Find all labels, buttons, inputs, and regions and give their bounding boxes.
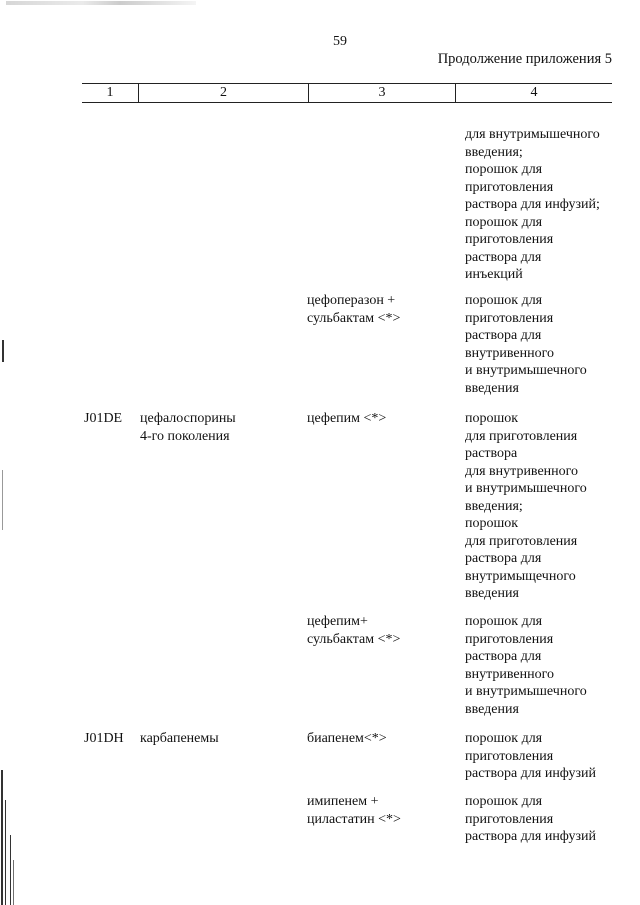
text-line: карбапенемы — [140, 731, 219, 746]
text-line: для внутривенного — [465, 463, 579, 479]
text-line: внутривенного — [465, 666, 555, 682]
drug-name-cell — [307, 292, 400, 327]
drug-name-cell — [307, 730, 387, 748]
text-line: введения — [465, 586, 519, 601]
text-line: порошок для — [465, 162, 543, 177]
text-line: приготовления — [465, 811, 554, 827]
scan-mark — [2, 470, 3, 530]
page-number: 59 — [333, 34, 347, 49]
column-header-2: 2 — [220, 85, 227, 100]
column-header-4: 4 — [530, 85, 538, 100]
column-header-3: 3 — [378, 85, 386, 100]
scan-smudge — [6, 1, 196, 5]
dosage-forms-cell — [465, 730, 596, 783]
text-line: введения; — [465, 498, 523, 514]
text-line: раствора для — [465, 551, 542, 566]
text-line: порошок для — [465, 214, 543, 230]
text-line: приготовления — [465, 232, 554, 247]
text-line: биапенем<*> — [307, 731, 387, 746]
group-name-cell — [140, 730, 219, 748]
atc-code-cell: J01DE — [84, 411, 123, 426]
text-line: приготовления — [465, 179, 554, 195]
text-line: внутримыщечного — [465, 568, 576, 584]
text-line: приготовления — [465, 310, 554, 326]
text-line: цефоперазон + — [307, 293, 396, 308]
table-header — [82, 83, 612, 103]
text-line: порошок для — [465, 293, 543, 308]
text-line: и внутримышечного — [465, 684, 587, 699]
text-line: цефепим+ — [307, 614, 368, 629]
atc-code-cell: J01DH — [84, 731, 124, 746]
text-line: инъекций — [465, 267, 523, 282]
text-line: раствора для — [465, 328, 542, 343]
text-line: цефепим <*> — [307, 411, 387, 426]
scan-mark — [5, 800, 6, 905]
text-line: приготовления — [465, 631, 554, 647]
text-line: порошок — [465, 411, 519, 426]
text-line: сульбактам <*> — [307, 310, 401, 326]
dosage-forms-cell — [465, 410, 587, 603]
text-line: цефалоспорины — [140, 411, 236, 426]
dosage-forms-cell — [465, 292, 587, 397]
group-name-cell — [140, 410, 236, 445]
drug-name-cell — [307, 613, 400, 648]
text-line: порошок для — [465, 794, 543, 809]
text-line: введения — [465, 701, 519, 717]
text-line: порошок для — [465, 614, 543, 629]
text-line: 4-го поколения — [140, 428, 230, 444]
column-header-1: 1 — [106, 85, 114, 100]
text-line: раствора для инфузий — [465, 829, 597, 844]
dosage-forms-cell — [465, 793, 596, 846]
scan-mark — [13, 860, 14, 905]
text-line: приготовления — [465, 748, 554, 764]
text-line: раствора для инфузий; — [465, 197, 600, 212]
text-line: введения; — [465, 144, 523, 160]
appendix-note: Продолжение приложения 5 — [437, 51, 612, 67]
scan-mark — [1, 770, 3, 905]
dosage-forms-cell — [465, 126, 600, 284]
drug-name-cell — [307, 793, 401, 828]
text-line: внутривенного — [465, 345, 555, 361]
text-line: сульбактам <*> — [307, 631, 401, 647]
text-line: порошок — [465, 516, 519, 531]
text-line: введения — [465, 380, 519, 396]
text-line: и внутримышечного — [465, 363, 587, 378]
text-line: раствора — [465, 446, 518, 461]
text-line: циластатин <*> — [307, 811, 401, 827]
drug-name-cell — [307, 410, 386, 428]
scan-mark — [10, 835, 11, 905]
scan-mark — [2, 340, 4, 362]
text-line: раствора для — [465, 249, 542, 265]
text-line: для приготовления — [465, 428, 578, 444]
text-line: для внутримышечного — [465, 127, 600, 142]
text-line: раствора для инфузий — [465, 766, 597, 781]
text-line: имипенем + — [307, 794, 379, 809]
text-line: и внутримышечного — [465, 481, 587, 496]
text-line: для приготовления — [465, 533, 578, 549]
dosage-forms-cell — [465, 613, 587, 718]
text-line: порошок для — [465, 731, 543, 746]
text-line: раствора для — [465, 649, 542, 664]
